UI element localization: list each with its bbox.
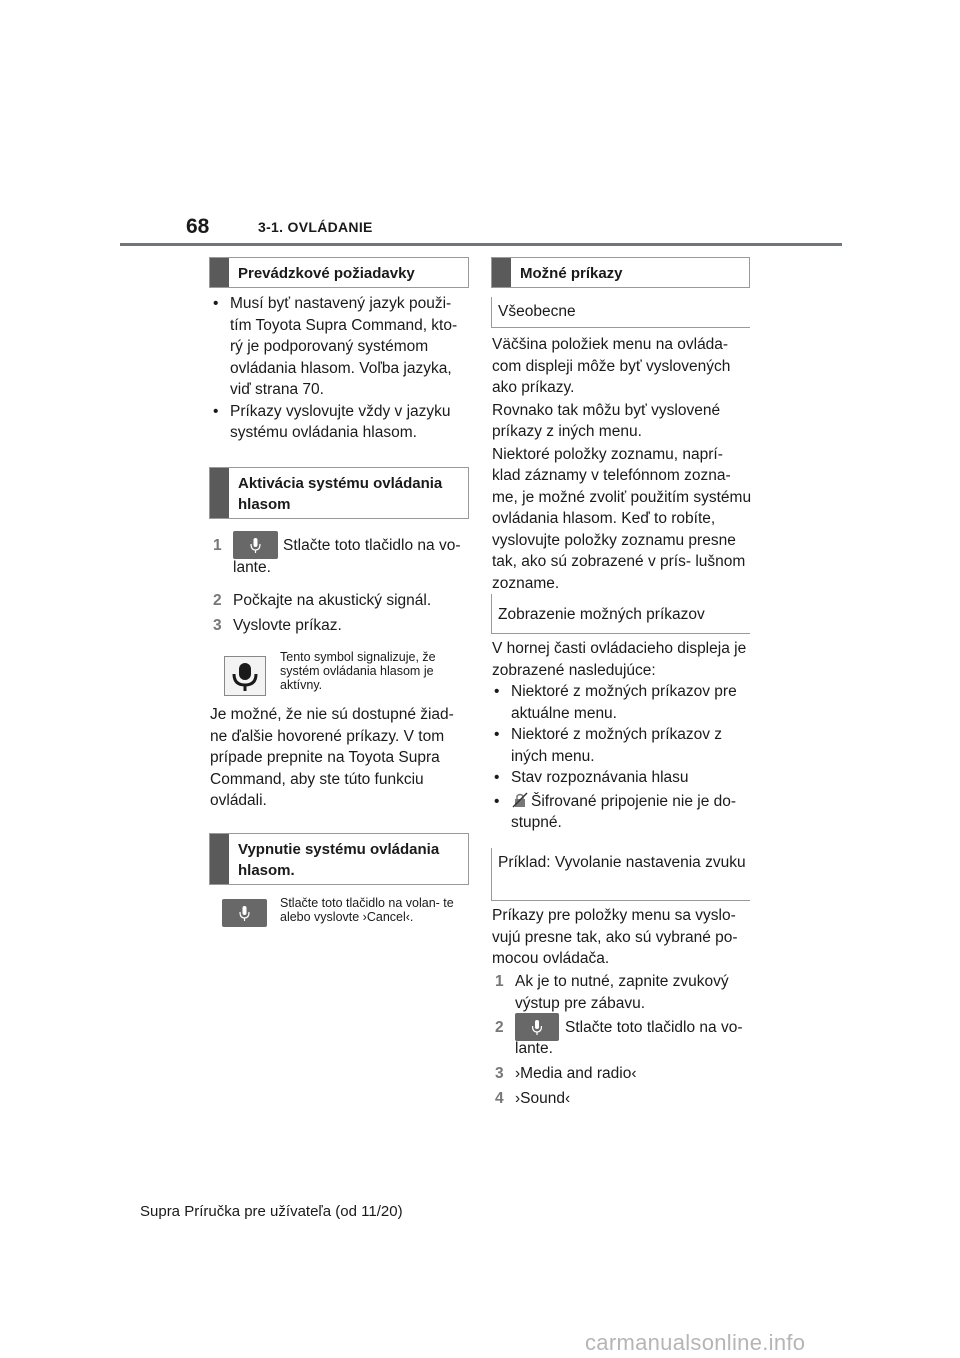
list-item: • Príkazy vyslovujte vždy v jazyku systému ovládania hlasom.	[213, 402, 451, 441]
list-item: • Stav rozpoznávania hlasu	[494, 769, 689, 786]
step-number: 2	[495, 1019, 504, 1036]
list-item-text: Stav rozpoznávania hlasu	[511, 769, 689, 786]
commands-paragraphs	[492, 334, 754, 594]
step-number: 3	[495, 1065, 504, 1082]
watermark: carmanualsonline.info	[585, 1330, 806, 1355]
list-item: • Musí byť nastavený jazyk použi- tím Toyota Supra Command, kto- rý je podporovaný systémom ovládania hlasom. Voľba jazyka, viď strana 70.	[213, 295, 458, 398]
list-item: • Niektoré z možných príkazov pre aktuálne menu.	[494, 683, 737, 722]
microphone-icon	[225, 657, 265, 695]
heading-text: Aktivácia systému ovládania hlasom	[238, 475, 443, 513]
step-text: Ak je to nutné, zapnite zvukový výstup pre zábavu.	[515, 973, 729, 1012]
list-item-text: Šifrované pripojenie nie je do- stupné.	[511, 792, 737, 831]
paragraph: Rovnako tak môžu byť vyslovené príkazy z iných menu.	[492, 401, 721, 440]
subheading-display: Zobrazenie možných príkazov	[491, 594, 750, 634]
step-number: 2	[213, 592, 222, 609]
heading-requirements	[209, 257, 469, 288]
example-intro: Príkazy pre položky menu sa vyslo- vujú presne tak, ako sú vybrané po- mocou ovládača.	[492, 907, 738, 967]
footer-text: Supra Príručka pre užívateľa (od 11/20)	[140, 1203, 403, 1220]
header-rule	[120, 243, 842, 246]
microphone-icon	[222, 899, 267, 927]
off-note: Stlačte toto tlačidlo na volan- te alebo vyslovte ›Cancel‹.	[280, 896, 454, 924]
display-section	[492, 638, 754, 834]
subheading-general: Všeobecne	[491, 297, 750, 328]
paragraph: Niektoré položky zoznamu, naprí- klad záznamy v telefónnom zozna- me, je možné zvoliť použitím systému ovládania hlasom. Keď to robíte, vyslovujte položky zoznamu presne tak, ako sú zobrazené v prís- lušnom zozname.	[492, 445, 752, 592]
list-item: • Niektoré z možných príkazov z iných menu.	[494, 726, 723, 765]
section-title: 3-1. OVLÁDANIE	[258, 219, 373, 235]
heading-text: Prevádzkové požiadavky	[238, 265, 415, 282]
encryption-off-icon	[511, 792, 529, 808]
list-item-text: Niektoré z možných príkazov pre aktuálne menu.	[511, 683, 737, 722]
step-text: ›Media and radio‹	[515, 1065, 637, 1082]
heading-activation	[209, 467, 469, 519]
heading-bar	[492, 258, 511, 287]
step-number: 1	[495, 973, 504, 990]
left-paragraph: Je možné, že nie sú dostupné žiad- ne ďalšie hovorené príkazy. V tom prípade prepnite na Toyota Supra Command, aby ste túto funkciu ovládali.	[210, 706, 454, 809]
list-item: • Šifrované pripojenie nie je do- stupné.	[494, 792, 737, 831]
heading-bar	[210, 834, 229, 884]
list-item-text: Niektoré z možných príkazov z iných menu.	[511, 726, 723, 765]
mic-note: Tento symbol signalizuje, že systém ovládania hlasom je aktívny.	[280, 650, 436, 692]
paragraph: Väčšina položiek menu na ovláda- com displeji môže byť vyslovených ako príkazy.	[492, 336, 731, 396]
heading-text: Vypnutie systému ovládania hlasom.	[238, 841, 440, 879]
voice-button	[222, 899, 267, 927]
step-number: 3	[213, 617, 222, 634]
page-number: 68	[186, 215, 210, 238]
heading-commands	[491, 257, 750, 288]
display-intro: V hornej časti ovládacieho displeja je zobrazené nasledujúce:	[492, 640, 747, 679]
heading-bar	[210, 468, 229, 518]
step-text: Stlačte toto tlačidlo na vo- lante.	[515, 1019, 743, 1057]
step-number: 4	[495, 1090, 504, 1107]
step-text: ›Sound‹	[515, 1090, 571, 1107]
step-text: Vyslovte príkaz.	[233, 617, 342, 634]
heading-text: Možné príkazy	[520, 265, 623, 282]
heading-bar	[210, 258, 229, 287]
microphone-symbol	[224, 656, 266, 696]
step-text: Stlačte toto tlačidlo na vo- lante.	[233, 537, 461, 576]
list-item-text: Príkazy vyslovujte vždy v jazyku systému ovládania hlasom.	[230, 402, 451, 441]
step-text: Počkajte na akustický signál.	[233, 592, 432, 609]
requirements-list	[211, 292, 469, 444]
step-number: 1	[213, 537, 222, 554]
heading-deactivation	[209, 833, 469, 885]
subheading-example: Príklad: Vyvolanie nastavenia zvuku	[491, 848, 750, 901]
list-item-text: Musí byť nastavený jazyk použi- tím Toyota Supra Command, kto- rý je podporovaný systémom ovládania hlasom. Voľba jazyka, viď strana 70.	[230, 295, 458, 398]
